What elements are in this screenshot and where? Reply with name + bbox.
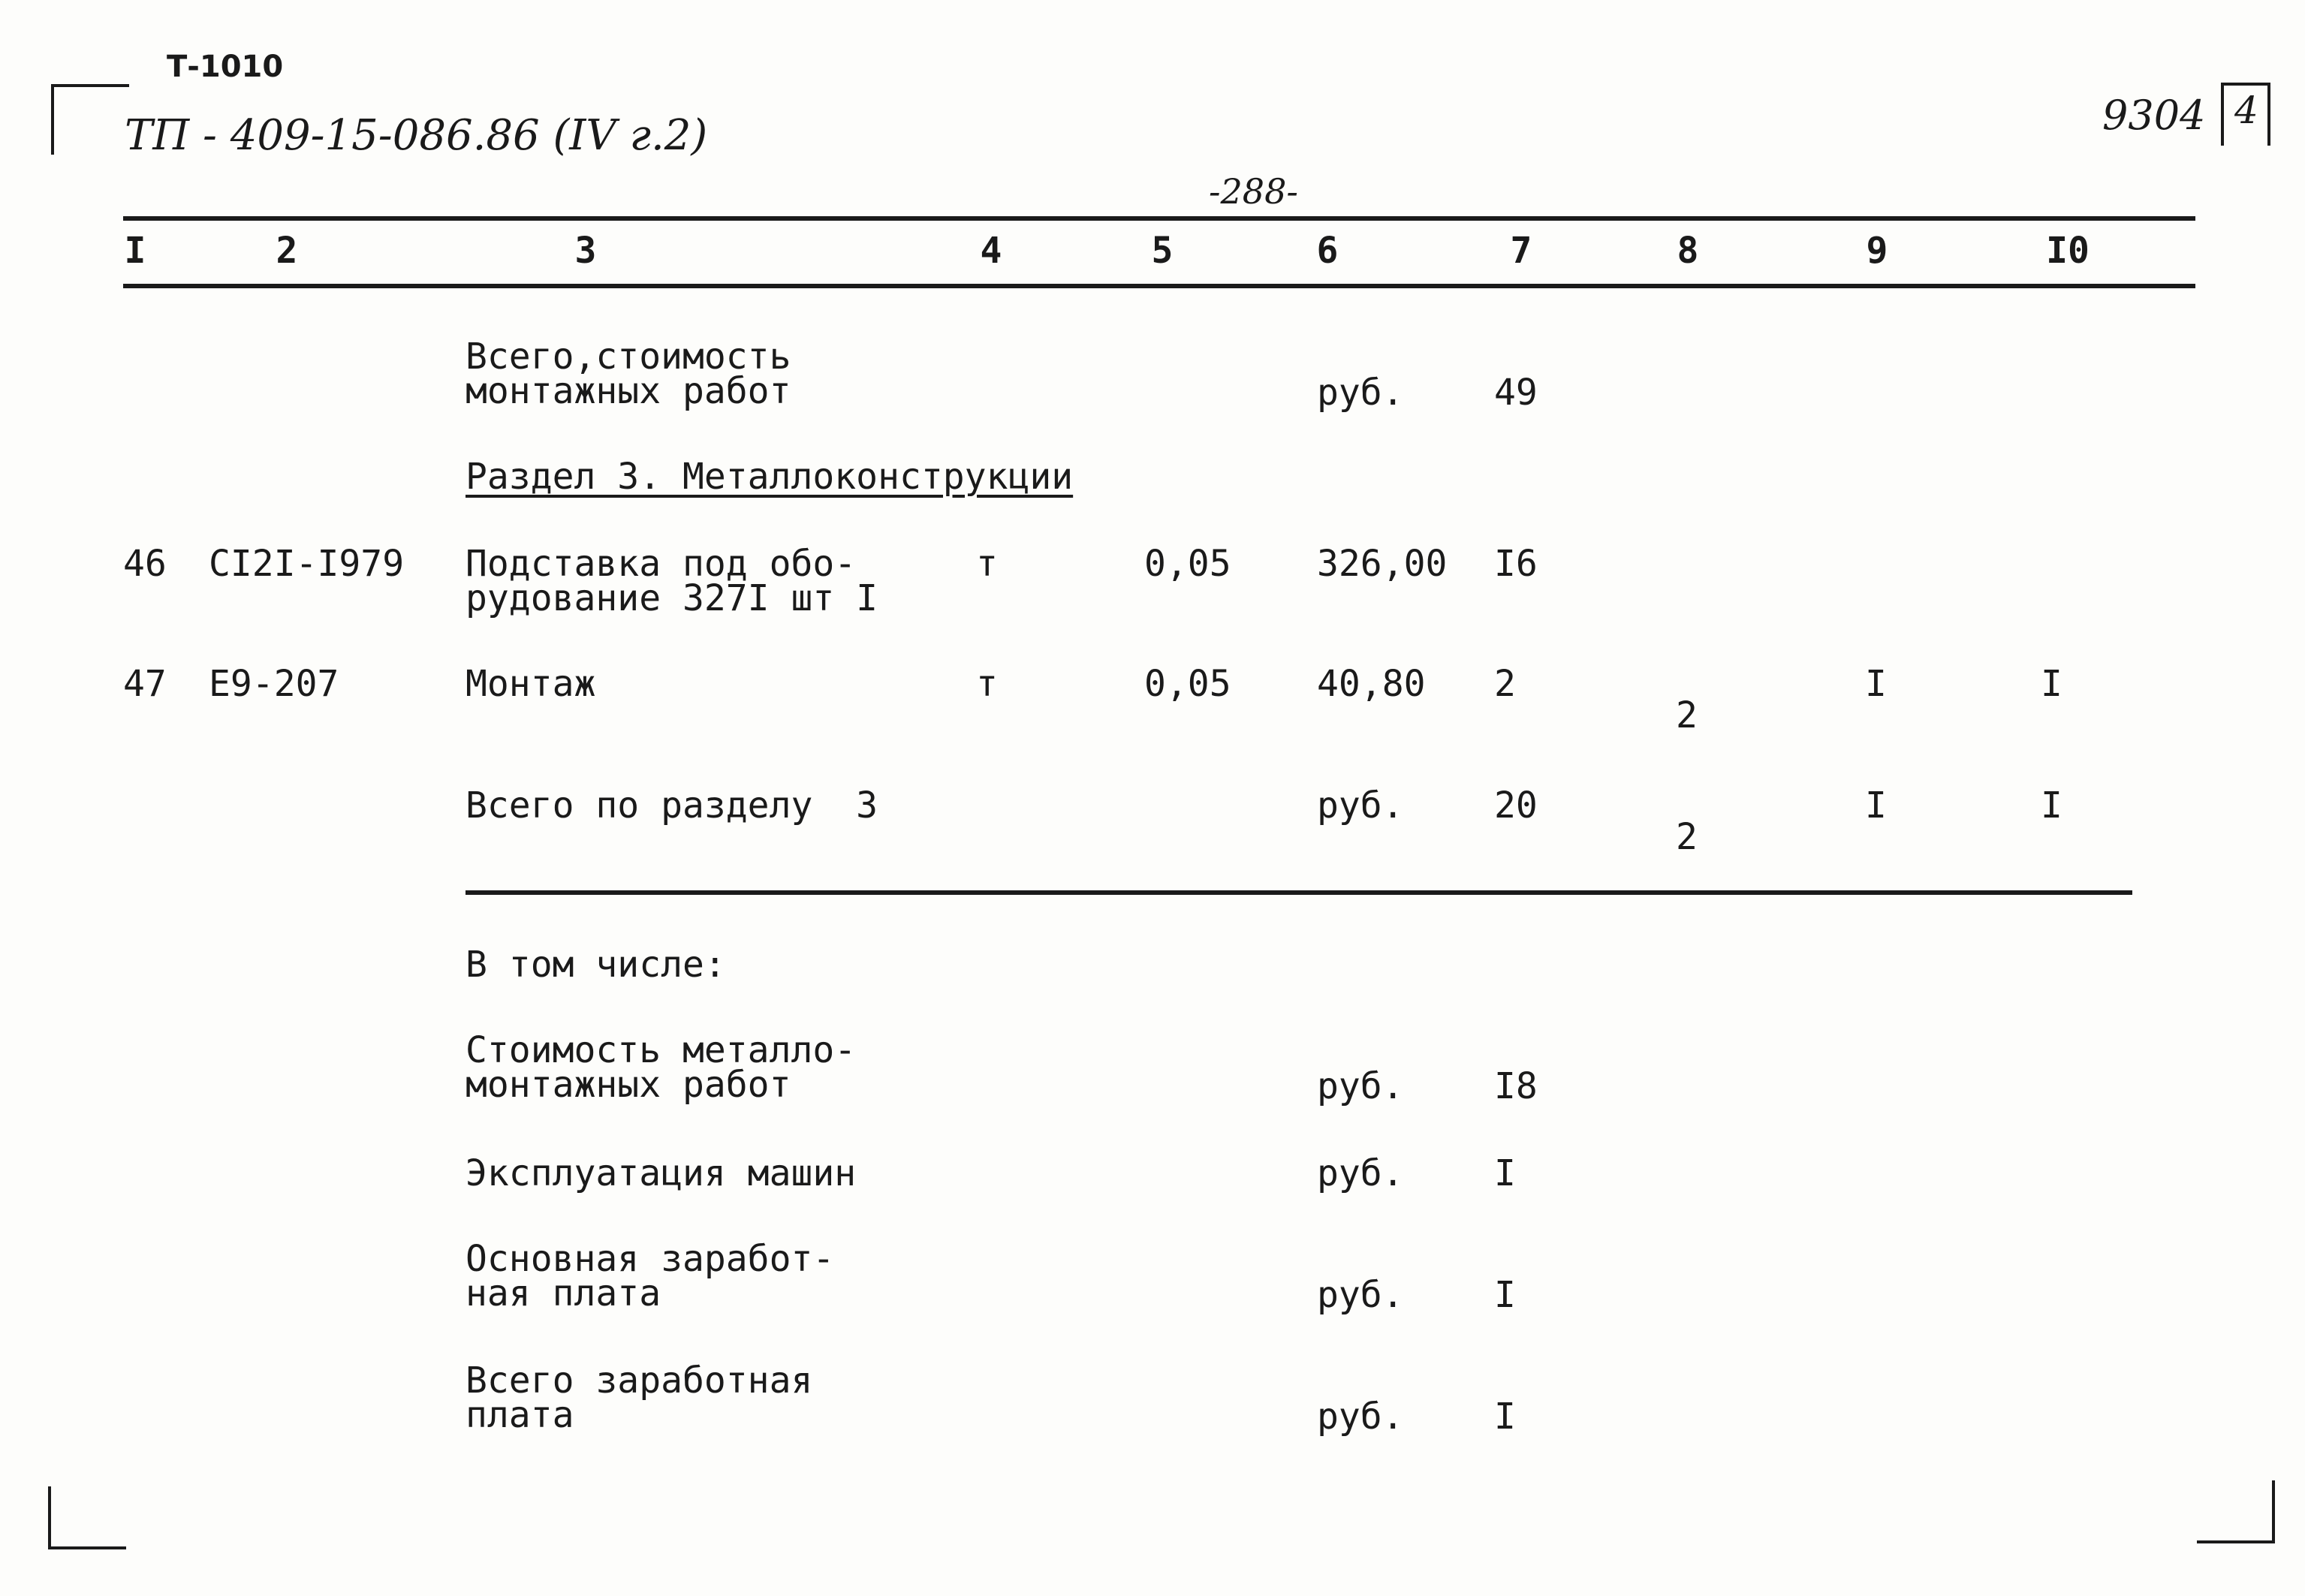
page-number: -288- — [1209, 171, 1298, 212]
row-col7: 49 — [1494, 372, 1538, 414]
column-header: I — [124, 230, 146, 272]
row-unit: руб. — [1317, 372, 1404, 414]
row-col7: 2 — [1494, 663, 1516, 705]
row-description: Монтаж — [466, 663, 596, 705]
row-description: Всего по разделу 3 — [466, 784, 878, 827]
row-number: 46 — [123, 543, 167, 585]
table-header-rule — [123, 284, 2195, 288]
column-header: 7 — [1510, 230, 1532, 272]
row-unit: руб. — [1317, 784, 1404, 827]
column-header: 5 — [1151, 230, 1174, 272]
row-price: 40,80 — [1317, 663, 1426, 705]
row-col7: I8 — [1494, 1065, 1538, 1107]
archive-number: 9304 — [2102, 92, 2206, 139]
column-header: 6 — [1316, 230, 1339, 272]
sheet-code: Т-1010 — [167, 50, 284, 84]
row-description: Основная заработ- ная плата — [466, 1238, 835, 1314]
row-col7: 20 — [1494, 784, 1538, 827]
table-top-rule — [123, 216, 2195, 221]
row-unit: руб. — [1317, 1274, 1404, 1316]
row-col8: 2 — [1676, 694, 1698, 736]
row-code: Е9-207 — [209, 663, 339, 705]
row-col7: I — [1494, 1152, 1516, 1194]
section-title: Раздел 3. Металлоконструкции — [466, 456, 1074, 498]
row-description: Всего заработная плата — [466, 1360, 813, 1436]
archive-sheet-number: 4 — [2234, 89, 2258, 132]
row-quantity: 0,05 — [1144, 663, 1231, 705]
row-description: Эксплуатация машин — [466, 1152, 857, 1194]
row-col9: I — [1865, 784, 1887, 827]
document-number: ТП - 409-15-086.86 (IV г.2) — [125, 111, 708, 160]
row-col7: I6 — [1494, 543, 1538, 585]
row-number: 47 — [123, 663, 167, 705]
column-header: 9 — [1866, 230, 1888, 272]
row-col9: I — [1865, 663, 1887, 705]
column-header: 8 — [1677, 230, 1699, 272]
row-col7: I — [1494, 1396, 1516, 1438]
column-header: 2 — [276, 230, 298, 272]
frame-corner-top-left — [51, 84, 129, 155]
column-header: 3 — [574, 230, 597, 272]
row-description: Всего,стоимость монтажных работ — [466, 336, 791, 412]
row-col7: I — [1494, 1274, 1516, 1316]
row-unit: руб. — [1317, 1152, 1404, 1194]
frame-corner-bottom-left — [48, 1486, 126, 1549]
row-unit-measure: т — [976, 543, 998, 585]
row-unit: руб. — [1317, 1396, 1404, 1438]
including-label: В том числе: — [466, 944, 726, 986]
row-col10: I — [2041, 663, 2062, 705]
row-unit-measure: т — [976, 663, 998, 705]
column-header: 4 — [980, 230, 1002, 272]
row-quantity: 0,05 — [1144, 543, 1231, 585]
row-unit: руб. — [1317, 1065, 1404, 1107]
row-price: 326,00 — [1317, 543, 1448, 585]
row-description: Подставка под обо- рудование 327I шт I — [466, 543, 878, 619]
row-col10: I — [2041, 784, 2062, 827]
row-col8: 2 — [1676, 816, 1698, 858]
row-code: СI2I-I979 — [209, 543, 405, 585]
frame-corner-bottom-right — [2197, 1480, 2275, 1543]
section-total-rule — [466, 890, 2132, 895]
row-description: Стоимость металло- монтажных работ — [466, 1029, 857, 1106]
column-header: I0 — [2046, 230, 2090, 272]
